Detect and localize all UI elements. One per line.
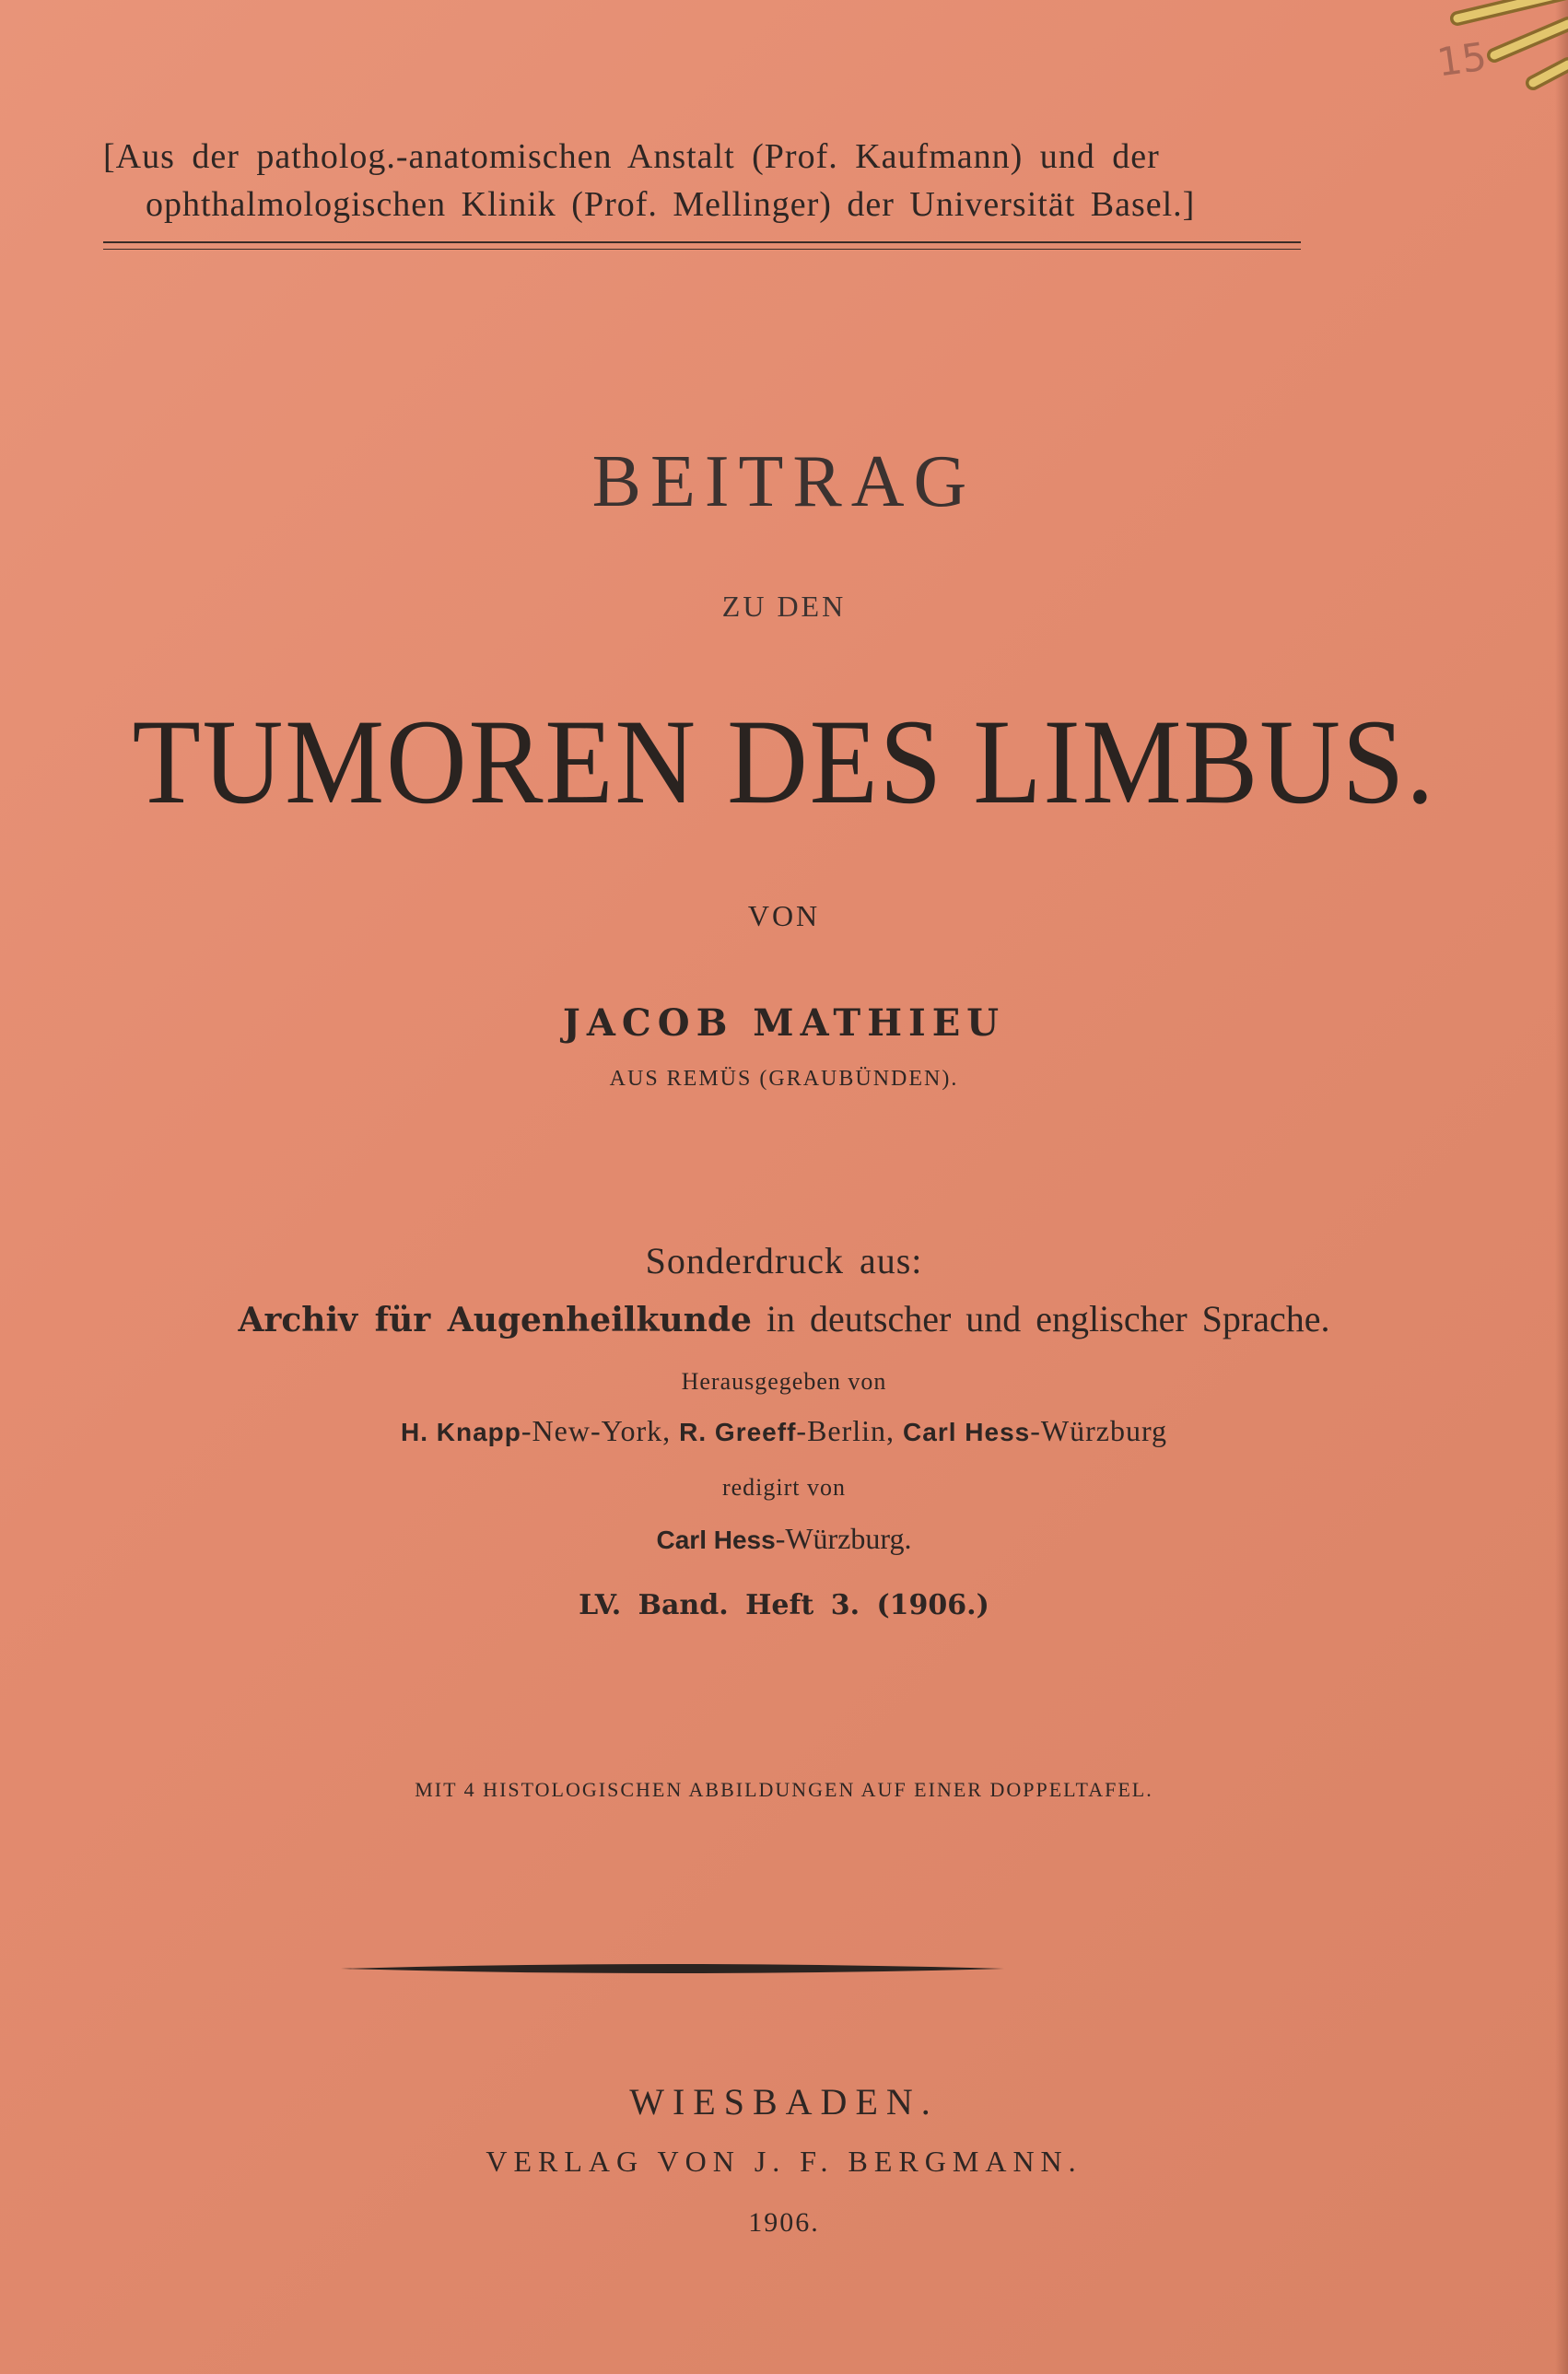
institution-line-2: ophthalmologischen Klinik (Prof. Mellinger) der Universität Basel.] xyxy=(146,185,1196,224)
author-origin: AUS REMÜS (GRAUBÜNDEN). xyxy=(609,1067,959,1091)
editor-1-name: H. Knapp xyxy=(400,1418,521,1446)
editor-1-place: -New-York, xyxy=(521,1414,672,1447)
volume-issue: LV. Band. Heft 3. (1906.) xyxy=(579,1589,989,1621)
editor-2-place: -Berlin, xyxy=(796,1414,895,1447)
edited-by: redigirt von xyxy=(721,1474,847,1501)
editor-2-name: R. Greeff xyxy=(679,1418,797,1446)
redactor-line xyxy=(0,1522,1568,1556)
editor-3-place: -Würzburg xyxy=(1030,1414,1168,1447)
journal-name: Archiv für Augenheilkunde xyxy=(238,1301,752,1339)
redactor-place: -Würzburg. xyxy=(775,1522,912,1555)
editor-3-name: Carl Hess xyxy=(903,1418,1031,1446)
imprint-publisher: VERLAG VON J. F. BERGMANN. xyxy=(486,2145,1082,2178)
illustrations-note: MIT 4 HISTOLOGISCHEN ABBILDUNGEN AUF EINER DOPPELTAFEL. xyxy=(415,1778,1153,1801)
editors-line xyxy=(0,1414,1568,1448)
main-title: TUMOREN DES LIMBUS. xyxy=(132,694,1436,829)
header-double-rule xyxy=(103,241,1301,250)
title-kicker: BEITRAG xyxy=(591,441,977,522)
swelled-rule xyxy=(341,1962,1004,1975)
reprint-label: Sonderdruck aus: xyxy=(645,1240,923,1281)
title-connector: ZU DEN xyxy=(721,590,847,623)
author-name: JACOB MATHIEU xyxy=(562,1001,1006,1045)
pencil-annotation: 15 xyxy=(1433,33,1490,86)
journal-line xyxy=(0,1297,1568,1340)
published-by: Herausgegeben von xyxy=(681,1368,887,1395)
institution-line-1: [Aus der patholog.-anatomischen Anstalt (Prof. Kaufmann) und der xyxy=(103,137,1160,176)
byline-von: VON xyxy=(747,899,821,932)
journal-suffix: in deutscher und englischer Sprache. xyxy=(766,1298,1330,1339)
page-edge-shadow xyxy=(1555,0,1568,2374)
imprint-city: WIESBADEN. xyxy=(629,2081,939,2123)
imprint-year: 1906. xyxy=(748,2207,820,2238)
redactor-name: Carl Hess xyxy=(656,1526,776,1554)
